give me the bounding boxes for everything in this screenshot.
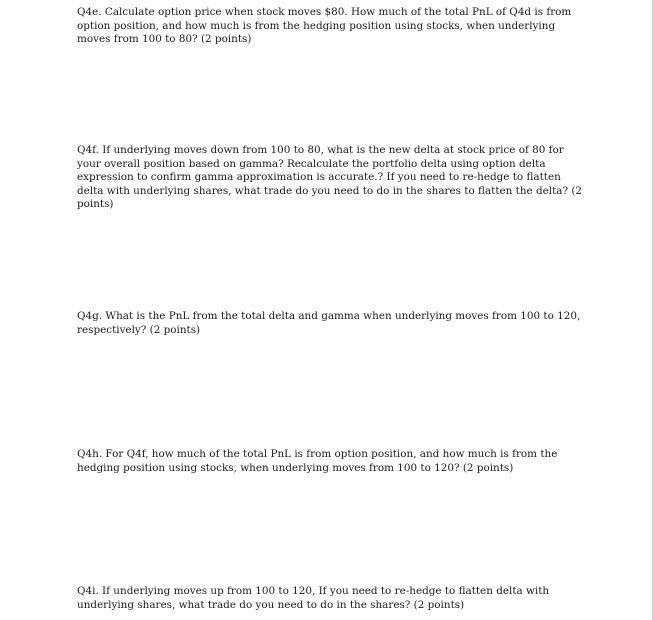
question-q4h: Q4h. For Q4f, how much of the total PnL is from option position, and how much is from the hedging position using stocks, when underlying moves from 100 to 120? (2 points): [77, 448, 558, 474]
question-q4e: Q4e. Calculate option price when stock moves $80. How much of the total PnL of Q4d is from option position, and how much is from the hedging position using stocks, when underlying moves from 100 to 80? (2 points): [77, 6, 572, 46]
question-q4g: Q4g. What is the PnL from the total delta and gamma when underlying moves from 100 to 120, respectively? (2 points): [77, 310, 581, 336]
question-q4i: Q4i. If underlying moves up from 100 to 120, If you need to re-hedge to flatten delta with underlying shares, what trade do you need to do in the shares? (2 points): [77, 585, 550, 611]
question-q4f: Q4f. If underlying moves down from 100 to 80, what is the new delta at stock price of 80 for your overall position based on gamma? Recalculate the portfolio delta using option delta expression to confirm gamma approximation is accurate.? If you need to re-hedge to flatten delta with underlying shares, what trade do you need to do in the shares to flatten the delta? (2 points): [77, 144, 583, 211]
